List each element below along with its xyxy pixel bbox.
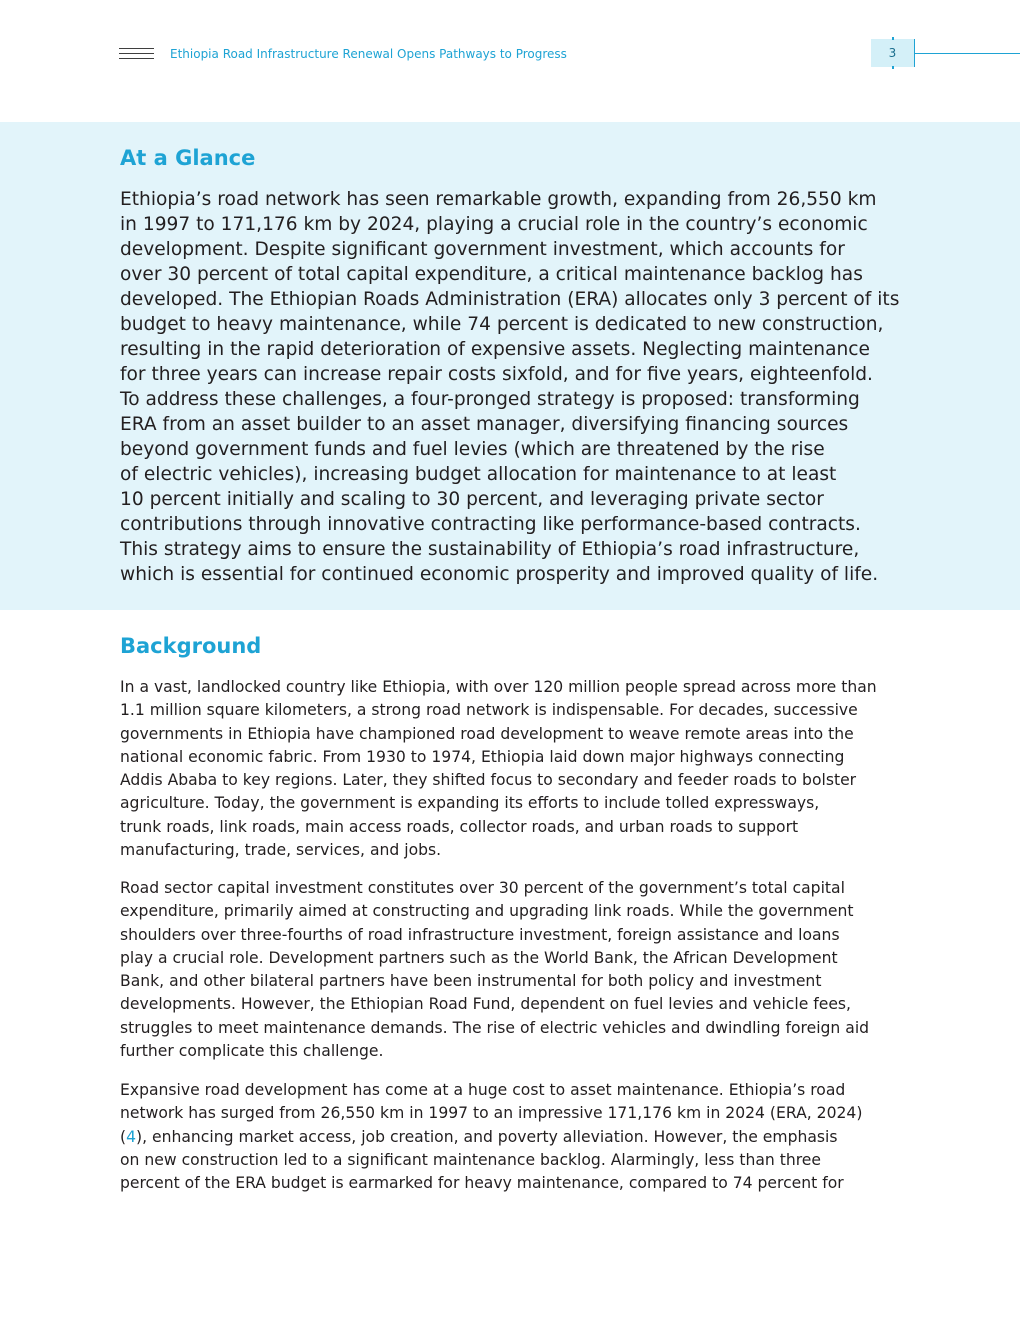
paren-open: ( — [120, 1127, 127, 1146]
summary-line: budget to heavy maintenance, while 74 percent is dedicated to new construction, — [120, 314, 884, 335]
reference-link[interactable]: 4 — [126, 1127, 137, 1146]
paragraph-line-with-reference — [120, 1126, 910, 1149]
summary-line: This strategy aims to ensure the sustainability of Ethiopia’s road infrastructure, — [120, 539, 860, 560]
paragraph-line: agriculture. Today, the government is expanding its efforts to include tolled expressways, — [120, 794, 820, 813]
page-number-badge — [871, 39, 915, 67]
paragraph-line: play a crucial role. Development partners such as the World Bank, the African Development — [120, 948, 838, 967]
background-paragraph-2 — [120, 877, 910, 1063]
paragraph-line: manufacturing, trade, services, and jobs. — [120, 841, 442, 860]
page-box-bottom-tick — [892, 66, 894, 69]
paragraph-line: In a vast, landlocked country like Ethiopia, with over 120 million people spread across more than — [120, 678, 877, 696]
paragraph-line: governments in Ethiopia have championed road development to weave remote areas into the — [120, 724, 854, 743]
summary-line: developed. The Ethiopian Roads Administration (ERA) allocates only 3 percent of its — [120, 289, 900, 310]
summary-line: To address these challenges, a four-pronged strategy is proposed: transforming — [120, 389, 860, 410]
paragraph-line: 1.1 million square kilometers, a strong road network is indispensable. For decades, successive — [120, 701, 858, 720]
paragraph-line: trunk roads, link roads, main access roads, collector roads, and urban roads to support — [120, 817, 799, 836]
paragraph-line: Road sector capital investment constitutes over 30 percent of the government’s total capital — [120, 879, 845, 897]
paragraph-line: Expansive road development has come at a huge cost to asset maintenance. Ethiopia’s road — [120, 1081, 846, 1099]
page-number: 3 — [888, 46, 897, 60]
summary-line: of electric vehicles), increasing budget allocation for maintenance to at least — [120, 464, 837, 485]
paragraph-line: Bank, and other bilateral partners have been instrumental for both policy and investment — [120, 972, 822, 991]
paragraph-line: developments. However, the Ethiopian Road Fund, dependent on fuel levies and vehicle fees, — [120, 995, 852, 1014]
page-box-top-tick — [892, 37, 894, 40]
summary-line: which is essential for continued economic prosperity and improved quality of life. — [120, 564, 879, 585]
background-heading: Background — [120, 634, 262, 658]
background-paragraph-3 — [120, 1079, 910, 1195]
summary-line: beyond government funds and fuel levies (which are threatened by the rise — [120, 439, 825, 460]
paragraph-line: network has surged from 26,550 km in 1997 to an impressive 171,176 km in 2024 (ERA, 2024) — [120, 1104, 863, 1123]
paragraph-line: struggles to meet maintenance demands. The rise of electric vehicles and dwindling foreign aid — [120, 1018, 870, 1037]
at-a-glance-heading: At a Glance — [120, 146, 256, 170]
paragraph-line-rest: ), enhancing market access, job creation, and poverty alleviation. However, the emphasis — [136, 1127, 838, 1146]
summary-line: development. Despite significant government investment, which accounts for — [120, 239, 845, 260]
header-lines-icon — [119, 48, 154, 60]
summary-line: for three years can increase repair costs sixfold, and for five years, eighteenfold. — [120, 364, 873, 385]
paragraph-line: expenditure, primarily aimed at constructing and upgrading link roads. While the government — [120, 902, 854, 921]
paragraph-line: percent of the ERA budget is earmarked for heavy maintenance, compared to 74 percent for — [120, 1174, 844, 1193]
summary-line: ERA from an asset builder to an asset manager, diversifying financing sources — [120, 414, 849, 435]
summary-line: 10 percent initially and scaling to 30 percent, and leveraging private sector — [120, 489, 824, 510]
paragraph-line: further complicate this challenge. — [120, 1042, 384, 1061]
paragraph-line: national economic fabric. From 1930 to 1974, Ethiopia laid down major highways connecting — [120, 747, 845, 766]
summary-line: resulting in the rapid deterioration of expensive assets. Neglecting maintenance — [120, 339, 870, 360]
at-a-glance-summary — [120, 187, 910, 587]
summary-line: Ethiopia’s road network has seen remarkable growth, expanding from 26,550 km — [120, 189, 877, 210]
paragraph-line: on new construction led to a significant maintenance backlog. Alarmingly, less than three — [120, 1150, 821, 1169]
summary-line: contributions through innovative contracting like performance-based contracts. — [120, 514, 861, 535]
at-a-glance-section — [0, 122, 1020, 610]
paragraph-line: shoulders over three-fourths of road infrastructure investment, foreign assistance and loans — [120, 925, 840, 944]
summary-line: over 30 percent of total capital expenditure, a critical maintenance backlog has — [120, 264, 863, 285]
running-title: Ethiopia Road Infrastructure Renewal Opens Pathways to Progress — [170, 47, 567, 61]
header-rule — [915, 53, 1020, 54]
summary-line: in 1997 to 171,176 km by 2024, playing a crucial role in the country’s economic — [120, 214, 868, 235]
background-paragraph-1 — [120, 676, 910, 862]
paragraph-line: Addis Ababa to key regions. Later, they shifted focus to secondary and feeder roads to bolster — [120, 771, 857, 790]
